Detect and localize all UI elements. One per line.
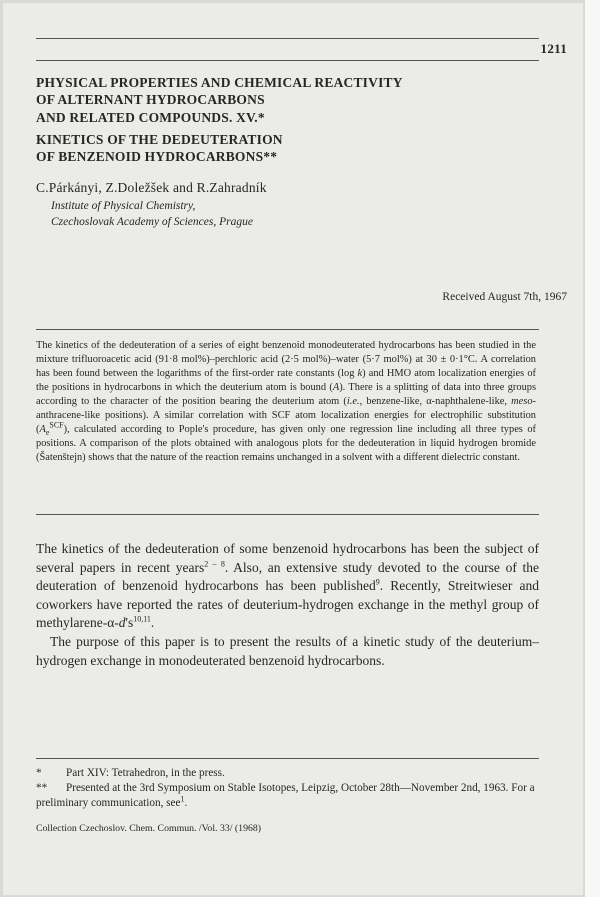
page-number: 1211 (540, 41, 567, 56)
abstract-bottom-rule (36, 514, 539, 515)
body-text-span: 's (125, 615, 134, 631)
body-text (36, 540, 539, 670)
reference-mark: 2 – 8 (204, 559, 225, 569)
subtitle-line: OF BENZENOID HYDROCARBONS** (36, 149, 278, 165)
body-text-span: . Recently, Streitwieser and coworkers have reported the rates of deuterium-hydrogen exchange in the methyl group of methylarene-α- (36, 578, 539, 631)
body-text-span: . Also, an extensive study devoted to the course of the deuteration of benzenoid hydrocarbons has been published (36, 559, 540, 594)
journal-citation: Collection Czechoslov. Chem. Commun. /Vol. 33/ (1968) (36, 823, 262, 834)
abstract-sup: SCF (49, 420, 64, 430)
affiliation (51, 199, 253, 230)
abstract-top-rule (36, 329, 539, 330)
abstract-sub: e (45, 428, 50, 438)
title-line: AND RELATED COMPOUNDS. XV.* (36, 109, 265, 125)
footnote-text: Presented at the 3rd Symposium on Stable Isotopes, Leipzig, October 28th—November 2nd, 1963. For a preliminary communication, see (36, 782, 535, 809)
title-line: OF ALTERNANT HYDROCARBONS (36, 92, 265, 108)
abstract (36, 339, 536, 465)
reference-mark: 9 (375, 577, 380, 587)
body-paragraph (36, 540, 539, 633)
affiliation-line: Institute of Physical Chemistry, (51, 200, 196, 212)
abstract-var: meso (511, 396, 533, 407)
abstract-text: , benzene-like, α-naphthalene-like, (359, 396, 512, 407)
body-paragraph: The purpose of this paper is to present the results of a kinetic study of the deuterium–hydrogen exchange in monodeuterated benzenoid hydrocarbons. (36, 633, 539, 668)
body-var: d (118, 615, 126, 631)
footnote-text: . (184, 797, 188, 809)
header-rule-lower (36, 60, 539, 61)
footnote-rule (36, 758, 539, 759)
footnote-text: Part XIV: Tetrahedron, in the press. (66, 767, 225, 779)
abstract-text: ) and HMO atom localization energies of the positions in hydrocarbons in which the deuterium atom is bound ( (36, 368, 536, 393)
article-subtitle (36, 131, 556, 166)
header-rule (36, 38, 539, 39)
footnote (36, 781, 539, 811)
body-text-span: . (150, 615, 155, 631)
footnote-mark: ** (36, 782, 48, 794)
authors: C.Párkányi, Z.Doležšek and R.Zahradník (36, 180, 267, 195)
abstract-text: -anthracene-like positions). A similar correlation with SCF atom localization energies for electrophilic substitution ( (36, 396, 536, 435)
abstract-text: ). There is a splitting of data into three groups according to the character of the position bearing the deuterium atom ( (36, 382, 537, 407)
footnote-mark: * (36, 767, 42, 779)
abstract-var: i.e. (346, 396, 360, 407)
footnotes (36, 766, 539, 811)
affiliation-line: Czechoslovak Academy of Sciences, Prague (51, 215, 253, 228)
footnote (36, 766, 539, 781)
reference-mark: 1 (180, 794, 185, 804)
abstract-symbol: A (39, 424, 46, 435)
subtitle-line: KINETICS OF THE DEDEUTERATION (36, 132, 283, 147)
abstract-text: ), calculated according to Pople's procedure, has given only one regression line including all three types of positions. A comparison of the plots obtained with analogous plots for the dedeuteration in liquid hydrogen bromide (Šatenštejn) shows that the nature of the reaction remains unchanged in a solvent with a different dielectric constant. (36, 424, 536, 463)
title-line: PHYSICAL PROPERTIES AND CHEMICAL REACTIVITY (36, 75, 403, 90)
page-edge (585, 0, 600, 897)
article-title (36, 74, 556, 126)
abstract-var: A (332, 382, 340, 393)
abstract-text: The kinetics of the dedeuteration of a series of eight benzenoid monodeuterated hydrocarbons has been studied in the mixture trifluoroacetic acid (91·8 mol%)–perchloric acid (2·5 mol%)–water (5·7 mol%) at 30 ± 0·1°C. A correlation has been found between the logarithms of the first-order rate constants (log (36, 340, 536, 379)
reference-mark: 10,11 (133, 614, 151, 624)
received-date: Received August 7th, 1967 (442, 291, 567, 303)
abstract-var: k (357, 368, 363, 379)
body-text-span: The kinetics of the dedeuteration of some benzenoid hydrocarbons has been the subject of several papers in recent years (36, 541, 539, 575)
